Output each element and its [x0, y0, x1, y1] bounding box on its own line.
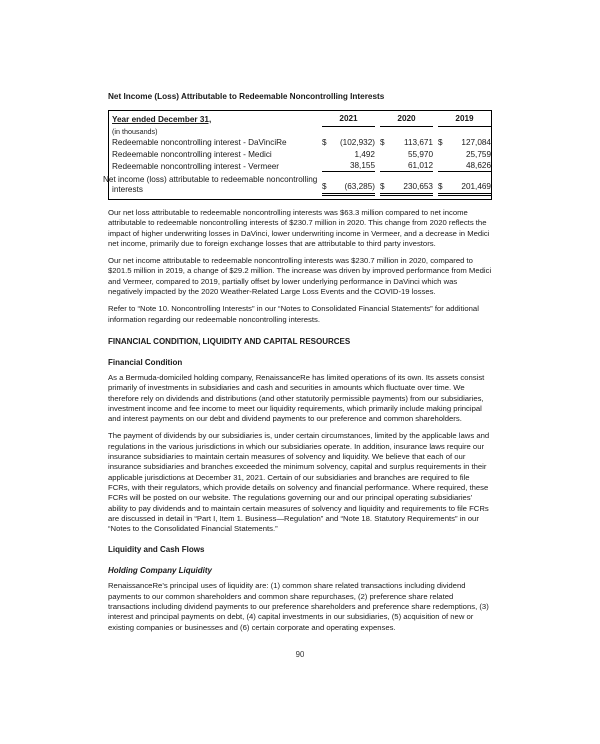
total-row-label: Net income (loss) attributable to redeemable noncontrolling interests: [103, 174, 318, 194]
paragraph-dividends-regulation: The payment of dividends by our subsidiaries is, under certain circumstances, limited by the applicable laws and regulations in the various jurisdictions in which our subsidiaries operate. In addition, insurance laws require our insurance subsidiaries to maintain certain measures of solvency and liquidity. We believe that each of our insurance subsidiaries and branches exceeded the minimum solvency, capital and surplus requirements in their applicable jurisdictions at December 31, 2021. Certain of our subsidiaries and branches are required to file FCRs, with their regulators, which provide details on solvency and financial performance. Where required, these FCRs will be posted on our website. The regulations governing our and our principal operating subsidiaries’ ability to pay dividends and to maintain certain measures of solvency and liquidity and requirements to file FCRs are discussed in detail in “Part I, Item 1. Business—Regulation” and “Note 18. Statutory Requirements” in our “Notes to the Consolidated Financial Statements.”: [108, 431, 490, 534]
value-2020: 55,970: [407, 149, 433, 159]
paragraph-note-10-reference: Refer to “Note 10. Noncontrolling Interests” in our “Notes to Consolidated Financial Statements” for additional information regarding our redeemable noncontrolling interests.: [108, 304, 479, 324]
paragraph-holding-company: As a Bermuda-domiciled holding company, RenaissanceRe has limited operations of its own. Its assets consist primarily of investments in subsidiaries and cash and securities in amounts which fluctuate over time. We therefore rely on dividends and distributions (and other statutorily permissible payments) from our subsidiaries, investment income and fee income to meet our liquidity requirements, which primarily include making principal and interest payments on our debt and dividend payments to our preference and common shareholders.: [108, 372, 485, 424]
value-2021: (102,932): [339, 138, 375, 147]
currency-symbol: $: [322, 172, 334, 195]
page-number: 90: [295, 650, 305, 659]
row-label: Redeemable noncontrolling interest - Medici: [112, 149, 272, 159]
currency-symbol: $: [322, 138, 327, 147]
units-note: (in thousands): [112, 126, 158, 136]
value-2019: 127,084: [461, 138, 491, 147]
value-2019: 25,759: [465, 149, 491, 159]
currency-symbol: $: [438, 172, 450, 195]
paragraph-net-income-2020: Our net income attributable to redeemable noncontrolling interests was $230.7 million in 2020, compared to $201.5 million in 2019, a change of $29.2 million. The increase was driven by improved performance from Medici and Vermeer, compared to 2019, partially offset by lower underlying performance in DaVinci which was negatively impacted by the 2020 Weather-Related Large Loss Events and the COVID-19 losses.: [108, 256, 492, 297]
total-2019: 201,469: [450, 172, 491, 195]
value-2021: 38,155: [334, 160, 375, 172]
currency-symbol: $: [380, 138, 385, 147]
section-title: Net Income (Loss) Attributable to Redeemable Noncontrolling Interests: [108, 92, 385, 101]
table-header-label: Year ended December 31,: [112, 114, 212, 124]
table-header-row: [112, 114, 491, 127]
heading-financial-condition: Financial Condition: [108, 357, 183, 367]
table-total-row: [112, 172, 491, 195]
paragraph-net-loss-2021: Our net loss attributable to redeemable noncontrolling interests was $63.3 million compared to net income attributable to redeemable noncontrolling interests of $230.7 million in 2020. This change from 2020 reflects the impact of higher underwriting losses in DaVinci, lower underwriting income in Vermeer, and a decrease in Medici net income, primarily due to foreign exchange losses that are attributable to third party investors.: [108, 208, 490, 248]
heading-liquidity-cash-flows: Liquidity and Cash Flows: [108, 545, 205, 555]
currency-symbol: $: [438, 138, 443, 147]
noncontrolling-interests-table-box: [103, 110, 492, 200]
table-row-davincire: [112, 137, 491, 149]
paragraph-principal-uses-liquidity: RenaissanceRe’s principal uses of liquidity are: (1) common share related transactions including dividend payments to our common shareholders and common share repurchases, (2) preference share related transactions including dividend payments to our preference shareholders and preference share redemptions, (3) interest and principal payments on debt, (4) capital investments in our subsidiaries, (5) acquisition of new or existing companies or businesses and (6) certain corporate and operating expenses.: [108, 581, 489, 632]
total-2021: (63,285): [334, 172, 375, 195]
total-2020: 230,653: [392, 172, 433, 195]
value-2019: 48,626: [450, 160, 491, 172]
table-row-vermeer: [112, 160, 491, 172]
table-row-medici: [112, 148, 491, 160]
value-2020: 113,671: [404, 138, 433, 147]
noncontrolling-interests-table: [103, 114, 491, 196]
row-label: Redeemable noncontrolling interest - Vermeer: [112, 161, 280, 171]
value-2021: 1,492: [354, 149, 375, 159]
year-column-2021: 2021: [322, 114, 375, 127]
year-column-2019: 2019: [438, 114, 491, 127]
table-units-row: [112, 127, 491, 137]
heading-holding-company-liquidity: Holding Company Liquidity: [108, 566, 212, 576]
heading-financial-condition-liquidity-capital: FINANCIAL CONDITION, LIQUIDITY AND CAPITAL RESOURCES: [108, 336, 351, 346]
currency-symbol: $: [380, 172, 392, 195]
value-2020: 61,012: [392, 160, 433, 172]
year-column-2020: 2020: [380, 114, 433, 127]
row-label: Redeemable noncontrolling interest - DaVinciRe: [112, 138, 287, 147]
